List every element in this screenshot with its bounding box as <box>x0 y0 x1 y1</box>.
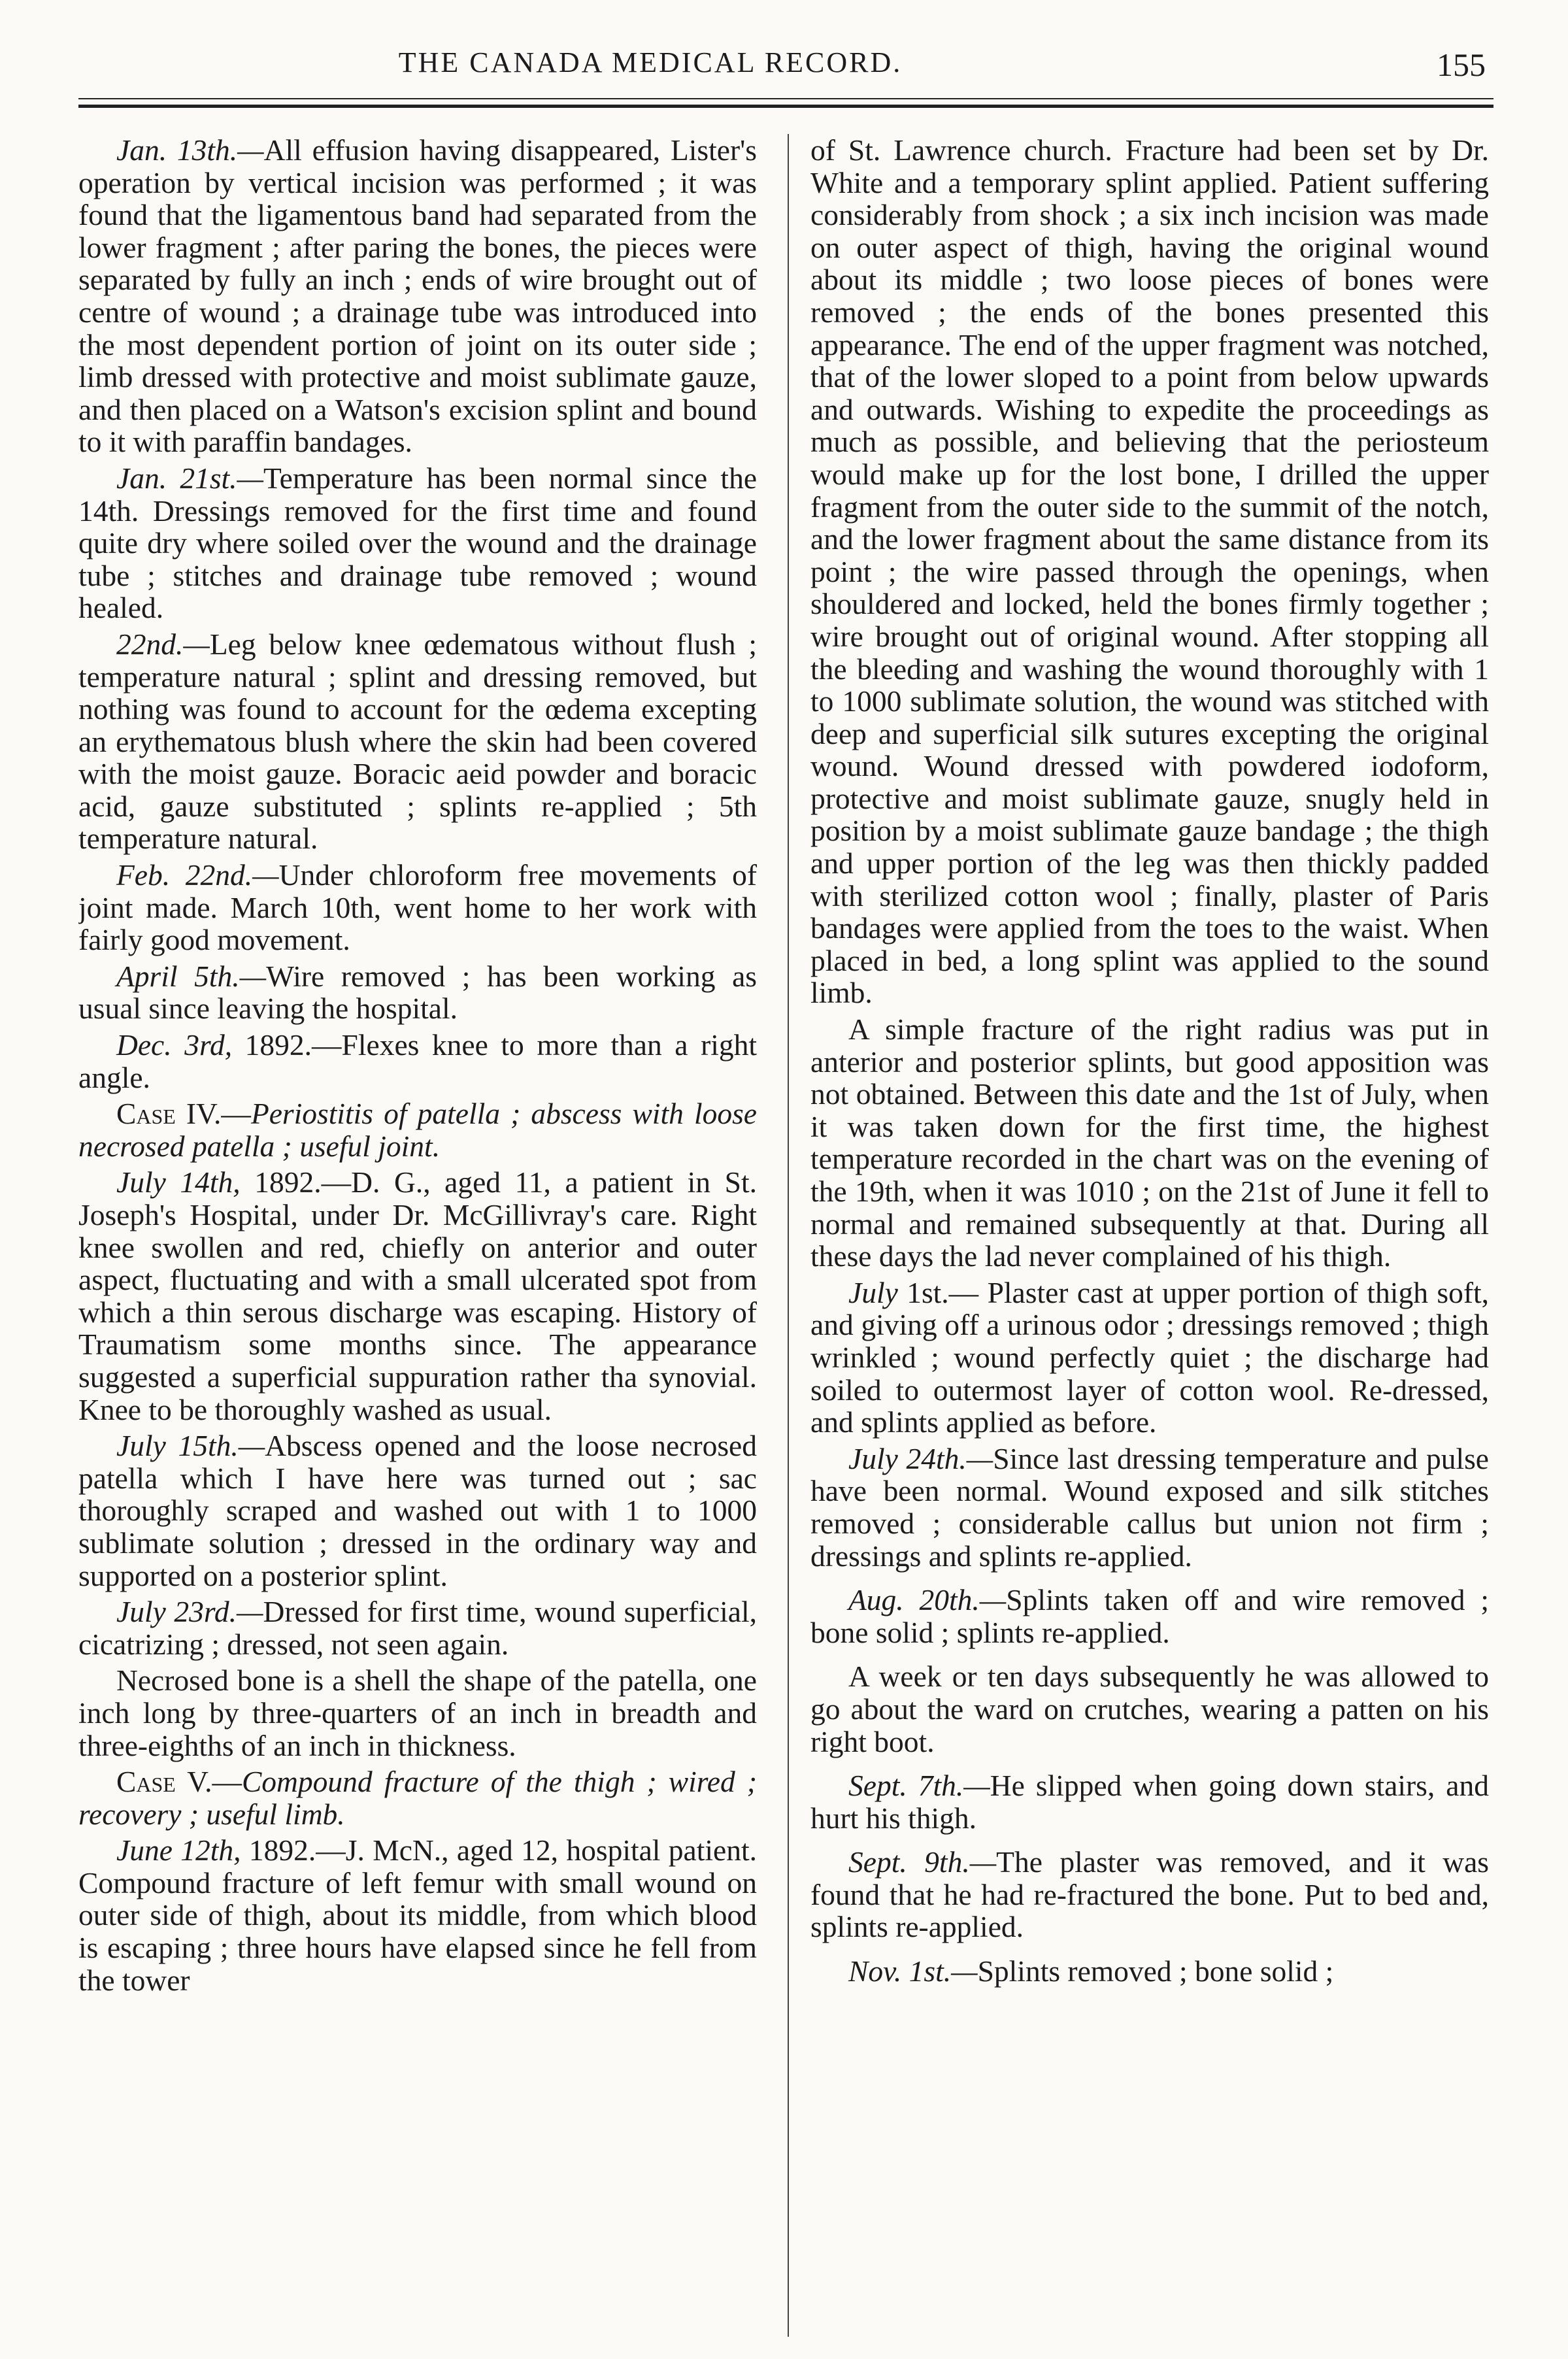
date-lead: July 24th.— <box>848 1441 993 1475</box>
journal-title: THE CANADA MEDICAL RECORD. <box>398 46 903 78</box>
date-lead: Nov. 1st.— <box>848 1954 978 1988</box>
left-column <box>78 134 757 2337</box>
paragraph-text: Splints removed ; bone solid ; <box>977 1954 1334 1988</box>
paragraph-text: 1st.— Plaster cast at upper portion of thigh soft, and giving off a urinous odor ; dressings removed ; thigh wrinkled ; wound perfectly quiet ; the discharge had soiled to outermost layer of cotton wool. Re-dressed, and splints applied as before. <box>810 1275 1489 1439</box>
paragraph <box>78 960 757 1025</box>
paragraph <box>810 134 1489 1009</box>
paragraph <box>810 1955 1489 1988</box>
paragraph-text: A week or ten days subsequently he was allowed to go about the ward on crutches, wearing a patten on his right boot. <box>810 1660 1489 1758</box>
date-lead: Dec. 3rd, <box>116 1028 245 1062</box>
date-lead: July <box>848 1275 907 1309</box>
page-header <box>0 46 1568 105</box>
case-title: Periostitis of patella ; abscess with loose necrosed patella ; useful joint. <box>78 1097 757 1163</box>
paragraph-text: Splints taken off and wire removed ; bone solid ; splints re-applied. <box>810 1583 1489 1649</box>
paragraph-text: Dressed for first time, wound superficial, cicatrizing ; dressed, not seen again. <box>78 1595 757 1661</box>
paragraph-text: Since last dressing temperature and pulse have been normal. Wound exposed and silk stitches removed ; considerable callus but union not firm ; dressings and splints re-applied. <box>810 1441 1489 1573</box>
date-lead: Aug. 20th.— <box>848 1583 1007 1617</box>
paragraph-text: 1892.—J. McN., aged 12, hospital patient. Compound fracture of left femur with small wound on outer side of thigh, about its middle, from which blood is escaping ; three hours have elapsed since he fell from the tower <box>78 1833 757 1997</box>
date-lead: July 14th, <box>116 1165 255 1199</box>
paragraph-text: All effusion having disappeared, Lister's operation by vertical incision was performed ; it was found that the ligamentous band had separated from the lower fragment ; after paring the bones, the pieces were separated by fully an inch ; ends of wire brought out of centre of wound ; a drainage tube was introduced into the most dependent portion of joint on its outer side ; limb dressed with protective and moist sublimate gauze, and then placed on a Watson's excision splint and bound to it with paraffin bandages. <box>78 134 757 459</box>
paragraph <box>78 1596 757 1660</box>
paragraph <box>78 134 757 458</box>
paragraph <box>78 1097 757 1162</box>
paragraph <box>810 1660 1489 1758</box>
paragraph <box>78 1765 757 1830</box>
paragraph-text: The plaster was removed, and it was found that he had re-fractured the bone. Put to bed and, splints re-applied. <box>810 1845 1489 1944</box>
paragraph <box>78 1430 757 1592</box>
date-lead: 22nd.— <box>116 627 210 661</box>
date-lead: Sept. 7th.— <box>848 1769 990 1803</box>
paragraph-text: Leg below knee œdematous without flush ; temperature natural ; splint and dressing removed, but nothing was found to account for the œdema excepting an erythematous blush where the skin had been covered with the moist gauze. Boracic aeid powder and boracic acid, gauze substituted ; splints re-applied ; 5th temperature natural. <box>78 627 757 856</box>
date-lead: July 15th.— <box>116 1429 265 1463</box>
paragraph-text: Necrosed bone is a shell the shape of the patella, one inch long by three-quarters of an inch in breadth and three-eighths of an inch in thickness. <box>78 1664 757 1762</box>
column-divider <box>788 134 789 2337</box>
paragraph <box>78 1029 757 1094</box>
date-lead: Sept. 9th.— <box>848 1845 997 1879</box>
paragraph <box>810 1846 1489 1943</box>
date-lead: July 23rd.— <box>116 1595 263 1629</box>
date-lead: Jan. 21st.— <box>116 461 264 495</box>
paragraph <box>78 1166 757 1426</box>
paragraph <box>78 462 757 624</box>
paragraph-text: He slipped when going down stairs, and hurt his thigh. <box>810 1769 1489 1835</box>
date-lead: June 12th, <box>116 1833 249 1867</box>
paragraph-text: 1892.—D. G., aged 11, a patient in St. Joseph's Hospital, under Dr. McGillivray's care. Right knee swollen and red, chiefly on anterior and outer aspect, fluctuating and with a small ulcerated spot from which a thin serous discharge was escaping. History of Traumatism some months since. The appearance suggested a superficial suppuration rather tha synovial. Knee to be thoroughly washed as usual. <box>78 1165 757 1426</box>
paragraph <box>810 1443 1489 1572</box>
paragraph <box>810 1277 1489 1439</box>
paragraph-text: Under chloroform free movements of joint made. March 10th, went home to her work with fairly good movement. <box>78 858 757 957</box>
case-label: Case V.— <box>116 1765 242 1799</box>
paragraph-text: Abscess opened and the loose necrosed patella which I have here was turned out ; sac thoroughly scraped and washed out with 1 to 1000 sublimate solution ; dressed in the ordinary way and supported on a posterior splint. <box>78 1429 757 1592</box>
header-rule-thin <box>78 98 1493 99</box>
header-rule-thick <box>78 105 1493 108</box>
paragraph-text: of St. Lawrence church. Fracture had been set by Dr. White and a temporary splint applied. Patient suffering considerably from shock ; a six inch incision was made on outer aspect of thigh, having the original wound about its middle ; two loose pieces of bones were removed ; the ends of the bones presented this appearance. The end of the upper fragment was notched, that of the lower sloped to a point from below upwards and outwards. Wishing to expedite the proceedings as much as possible, and believing that the periosteum would make up for the lost bone, I drilled the upper fragment from the outer side to the summit of the notch, and the lower fragment about the same distance from its point ; the wire passed through the openings, when shouldered and locked, held the bones firmly together ; wire brought out of original wound. After stopping all the bleeding and washing the wound thoroughly with 1 to 1000 sublimate solution, the wound was stitched with deep and superficial silk sutures excepting the original wound. Wound dressed with powdered iodoform, protective and moist sublimate gauze, snugly held in position by a moist sublimate gauze bandage ; the thigh and upper portion of the leg was then thickly padded with sterilized cotton wool ; finally, plaster of Paris bandages were applied from the toes to the waist. When placed in bed, a long splint was applied to the sound limb. <box>810 134 1489 1010</box>
paragraph-text: A simple fracture of the right radius was put in anterior and posterior splints, but good apposition was not obtained. Between this date and the 1st of July, when it was taken down for the first time, the highest temperature recorded in the chart was on the evening of the 19th, when it was 1010 ; on the 21st of June it fell to normal and remained subsequently at that. During all these days the lad never complained of his thigh. <box>810 1012 1489 1273</box>
paragraph <box>78 628 757 855</box>
date-lead: Jan. 13th.— <box>116 134 264 167</box>
date-lead: Feb. 22nd.— <box>116 858 279 892</box>
case-title: Compound fracture of the thigh ; wired ; recovery ; useful limb. <box>78 1765 757 1831</box>
paragraph-text: 1892.—Flexes knee to more than a right angle. <box>78 1028 757 1094</box>
paragraph-text: Wire removed ; has been working as usual since leaving the hospital. <box>78 959 757 1026</box>
paragraph <box>78 1664 757 1762</box>
paragraph-text: Temperature has been normal since the 14th. Dressings removed for the first time and found quite dry where soiled over the wound and the drainage tube ; stitches and drainage tube removed ; wound healed. <box>78 461 757 625</box>
date-lead: April 5th.— <box>116 959 267 993</box>
paragraph <box>78 859 757 956</box>
paragraph <box>810 1584 1489 1648</box>
paragraph <box>78 1834 757 1996</box>
right-column <box>810 134 1489 2337</box>
case-label: Case IV.— <box>116 1097 251 1131</box>
paragraph <box>810 1769 1489 1834</box>
page-number: 155 <box>1437 46 1486 83</box>
paragraph <box>810 1013 1489 1273</box>
